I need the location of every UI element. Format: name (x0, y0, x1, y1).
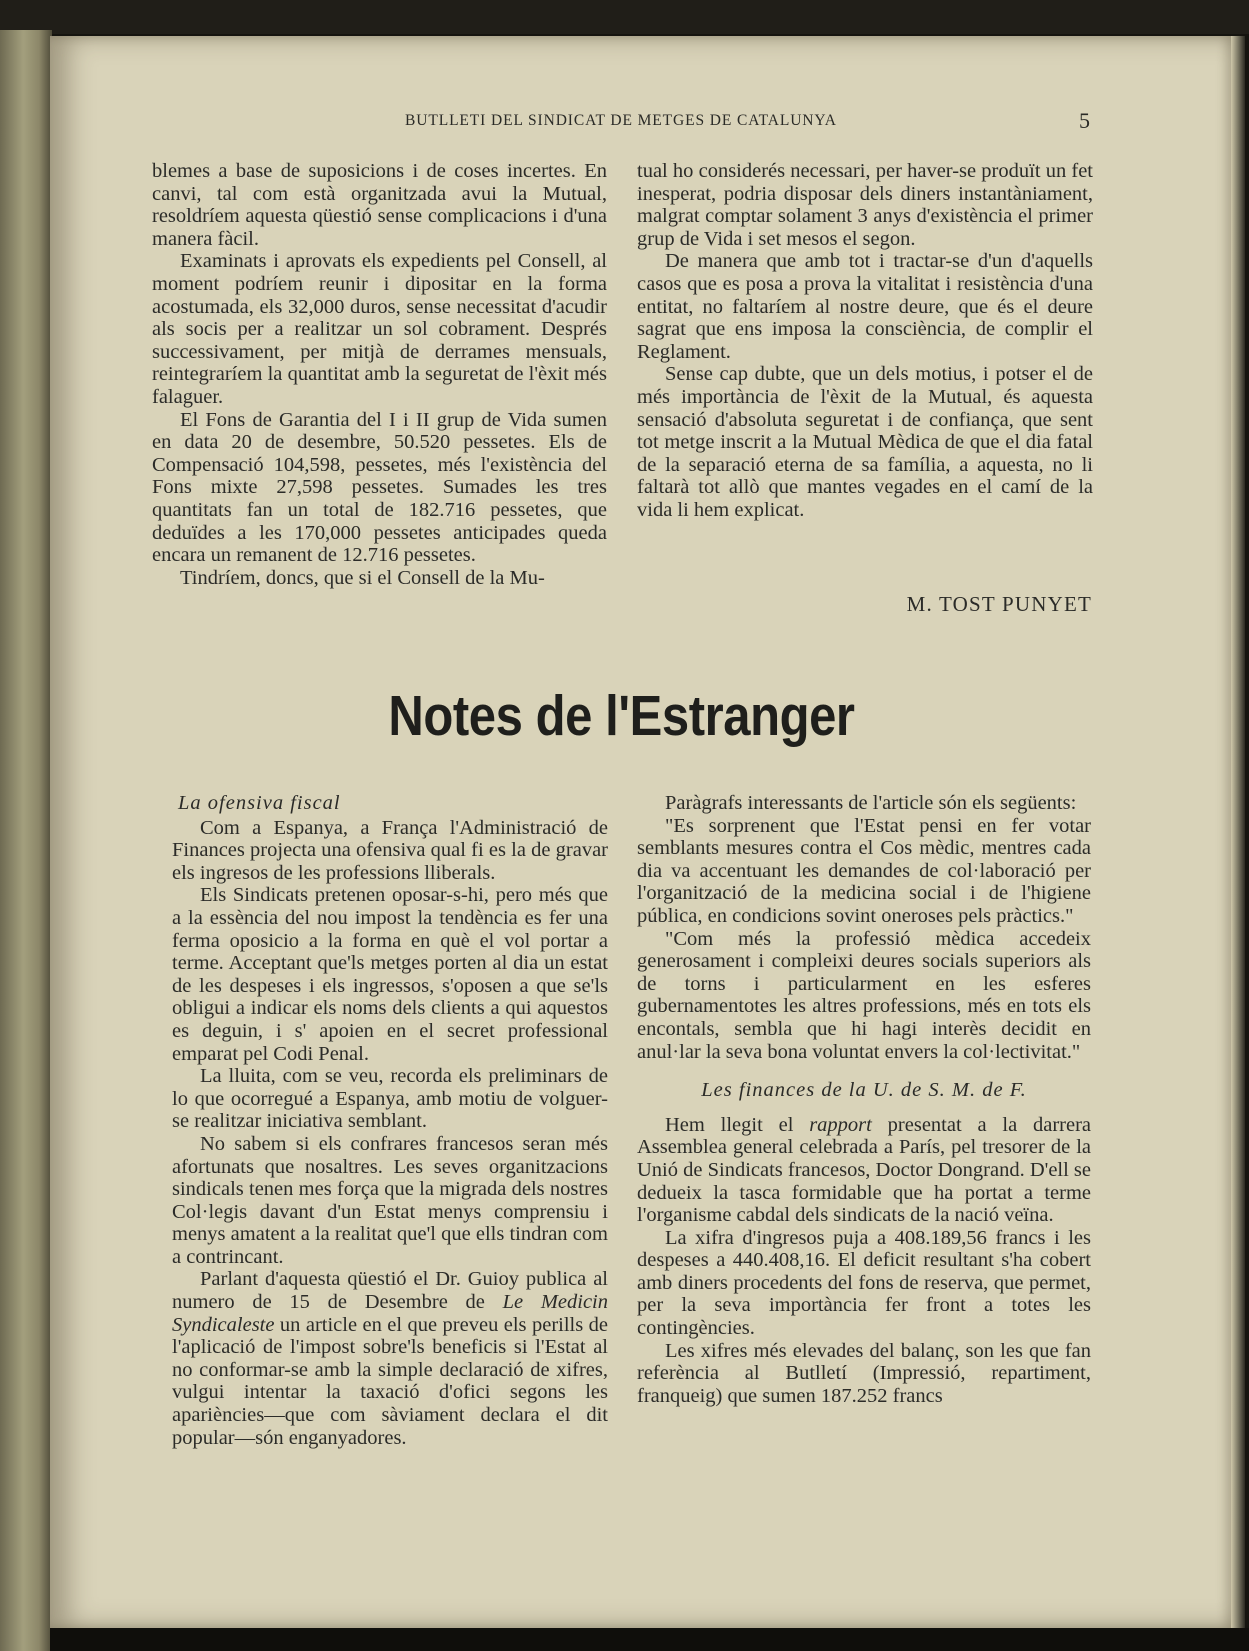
paragraph: tual ho considerés necessari, per haver-se produït un fet inesperat, podria disposar dels diners instantàniament, malgrat comptar solament 3 anys d'existència el primer grup de Vida i set mesos el segon. (637, 160, 1093, 250)
scan-background-bottom (50, 1628, 1249, 1651)
paragraph: La xifra d'ingresos puja a 408.189,56 francs i les despeses a 440.408,16. El deficit resultant s'ha cobert amb diners procedents del fons de reserva, que permet, per la seva importància fer front a totes les contingències. (637, 1226, 1091, 1340)
article-end-column-1 (152, 160, 607, 589)
text-run: un article en el que preveu els perills de l'aplicació de l'impost sobre'ls beneficis si l'Estat al no conformar-se amb la simple declaració de xifres, vulgui intentar la taxació d'ofici segons les apariències—que com sàviament declara el dit popular—són enganyadores. (172, 1313, 608, 1449)
paragraph: Examinats i aprovats els expedients pel Consell, al moment podríem reunir i dipositar en la forma acostumada, els 32,000 duros, sense necessitat d'acudir als socis per a realitzar un sol cobrament. Després successivament, per mitjà de derrames mensuals, reintegraríem la quantitat amb la seguretat de l'èxit més falaguer. (152, 250, 607, 408)
paragraph: No sabem si els confrares francesos seran més afortunats que nosaltres. Les seves organitzacions sindicals tenen mes força que la migrada dels nostres Col·legis davant d'un Estat menys comprensiu i menys amatent a la realitat que'l que ells tindran com a contrincant. (172, 1132, 608, 1268)
paragraph (172, 1268, 608, 1449)
text-run: Parlant d'aquesta qüestió el Dr. Guioy publica al numero de 15 de Desembre de (172, 1268, 608, 1314)
paragraph: Els Sindicats pretenen oposar-s-hi, pero més que a la essència del nou impost la tendència es fer una ferma oposicio a la forma en què el vol portar a terme. Acceptant que'ls metges porten al dia un estat de les despeses i els ingressos, s'oposen a que se'ls obligui a indicar els noms dels clients a qui aquestos es deguin, i s' apoien en el secret professional emparat pel Codi Penal. (172, 884, 608, 1065)
paragraph: "Com més la professió mèdica accedeix generosament i compleixi deures socials superiors als de torns i particularment en les esferes gubernamentotes les altres professions, més en tots els encontals, sembla que hi hagi interès decidit en anul·lar la seva bona voluntat envers la col·lectivitat." (637, 927, 1091, 1063)
author-signature: M. TOST PUNYET (906, 592, 1092, 616)
text-run: Hem llegit el (665, 1113, 810, 1136)
paragraph: Com a Espanya, a França l'Administració de Finances projecta una ofensiva qual fi es la de gravar els ingresos de les professions lliberals. (172, 816, 608, 884)
paragraph: Tindríem, doncs, que si el Consell de la Mu- (180, 566, 545, 589)
scan-background-top (0, 0, 1249, 34)
paragraph: blemes a base de suposicions i de coses incertes. En canvi, tal com està organitzada avui la Mutual, resoldríem aquesta qüestió sense complicacions i d'una manera fàcil. (152, 160, 607, 250)
publication-name: Le Medicin Syndicaleste (172, 1291, 608, 1336)
running-title: BUTLLETI DEL SINDICAT DE METGES DE CATALUNYA (405, 112, 837, 129)
subsection-title: La ofensiva fiscal (178, 792, 341, 814)
paragraph: La lluita, com se veu, recorda els preliminars de lo que ocorregué a Espanya, amb motiu de volguer-se realitzar iniciativa semblant. (172, 1065, 608, 1133)
paragraph (637, 1114, 1091, 1227)
paragraph: Les xifres més elevades del balanç, son les que fan referència al Butlletí (Impressió, repartiment, franqueig) que sumen 187.252 francs (637, 1339, 1091, 1407)
page-header (150, 108, 1090, 138)
page-edge (1231, 36, 1245, 1628)
text-run: presentat a la darrera Assemblea general celebrada a París, pel tresorer de la Unió de Sindicats francesos, Doctor Dongrand. D'ell se dedueix la tasca formidable que ha portat a terme l'organisme cabdal dels sindicats de la nació veïna. (637, 1113, 1092, 1227)
subsection-title: Les finances de la U. de S. M. de F. (701, 1079, 1027, 1102)
paragraph: "Es sorprenent que l'Estat pensi en fer votar semblants mesures contra el Cos mèdic, mentres cada dia va accentuant les demandes de col·laboració per l'organització de la medicina social i de l'higiene pública, en condicions sovint oneroses pels pràctics." (637, 814, 1091, 927)
book-spine (0, 30, 52, 1651)
section-title: Notes de l'Estranger (388, 684, 855, 748)
paragraph: De manera que amb tot i tractar-se d'un d'aquells casos que es posa a prova la vitalitat i resistència d'una entitat, no faltaríem al nostre deure, que és el deure sagrat que ens imposa la consciència, de complir el Reglament. (637, 250, 1093, 363)
article-end-column-2 (637, 160, 1093, 522)
paragraph: Paràgrafs interessants de l'article són els següents: (665, 792, 1077, 814)
paragraph: El Fons de Garantia del I i II grup de Vida sumen en data 20 de desembre, 50.520 pessetes. Els de Compensació 104,598, pessetes, més l'existència del Fons mixte 27,598 pessetes. Sumades les tres quantitats fan un total de 182.716 pessetes, que deduïdes a les 170,000 pessetes anticipades queda encara un remanent de 12.716 pessetes. (152, 408, 607, 567)
section-column-2 (637, 792, 1091, 1407)
italic-term: rapport (809, 1113, 872, 1136)
page-number: 5 (1079, 108, 1090, 133)
paragraph: Sense cap dubte, que un dels motius, i potser el de més importància de l'èxit de la Mutual, és aquesta sensació d'absoluta seguretat i de confiança, que sent tot metge inscrit a la Mutual Mèdica de que el dia fatal de la separació eterna de sa família, a aquesta, no li faltarà tot allò que mantes vegades en el camí de la vida li hem explicat. (637, 363, 1093, 521)
section-column-1 (172, 792, 608, 1449)
